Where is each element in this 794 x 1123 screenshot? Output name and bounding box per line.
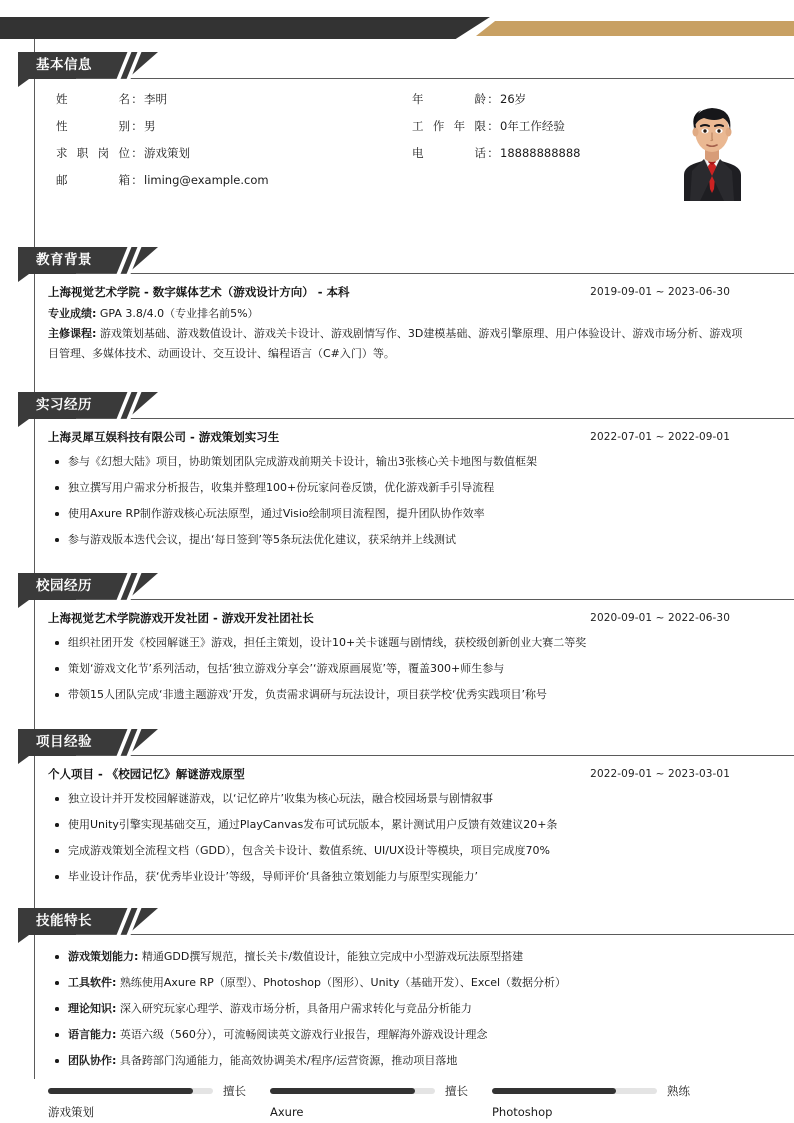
skill-bar-level: 熟练 xyxy=(667,1084,690,1098)
field-colon: ： xyxy=(487,119,499,133)
section-internship xyxy=(0,392,794,546)
skill-text: 具备跨部门沟通能力，能高效协调美术/程序/运营资源，推动项目落地 xyxy=(116,1054,458,1067)
list-item: 组织社团开发《校园解谜王》游戏，担任主策划，设计10+关卡谜题与剧情线，获校级创新创业大赛二等奖 xyxy=(48,630,748,656)
field-label: 姓名 xyxy=(56,92,130,106)
top-decorative-banner xyxy=(0,17,794,39)
field-name xyxy=(56,90,167,108)
campus-bullet-list xyxy=(48,630,748,708)
avatar xyxy=(670,97,755,201)
skill-bar-fill xyxy=(48,1088,193,1094)
skill-bar-name: Photoshop xyxy=(492,1105,553,1119)
section-title: 基本信息 xyxy=(36,57,92,73)
basic-info-body xyxy=(48,84,748,194)
campus-date: 2020-09-01 ~ 2022-06-30 xyxy=(590,612,730,624)
field-value: 0年工作经验 xyxy=(500,119,565,133)
section-header-skills xyxy=(18,908,158,938)
campus-org-line: 上海视觉艺术学院游戏开发社团 - 游戏开发社团社长 xyxy=(48,611,314,625)
skill-text: 精通GDD撰写规范，擅长关卡/数值设计，能独立完成中小型游戏玩法原型搭建 xyxy=(138,950,524,963)
list-item: 带领15人团队完成‘非遗主题游戏’开发，负责需求调研与玩法设计，项目获学校‘优秀实践项目’称号 xyxy=(48,682,748,708)
list-item: 独立设计并开发校园解谜游戏，以‘记忆碎片’收集为核心玩法，融合校园场景与剧情叙事 xyxy=(48,786,748,812)
skill-text: 英语六级（560分），可流畅阅读英文游戏行业报告，理解海外游戏设计理念 xyxy=(116,1028,488,1041)
field-colon: ： xyxy=(131,119,143,133)
field-label: 电话 xyxy=(412,146,486,160)
education-gpa-label: 专业成绩: xyxy=(48,307,97,320)
section-tab-tail xyxy=(18,600,29,608)
skill-bar-fill xyxy=(492,1088,616,1094)
section-header-education xyxy=(18,247,158,277)
education-courses-text: 游戏策划基础、游戏数值设计、游戏关卡设计、游戏剧情写作、3D建模基础、游戏引擎原理、用户体验设计、游戏市场分析、游戏项目管理、多媒体技术、动画设计、交互设计、编程语言（C#入门）等。 xyxy=(48,327,743,360)
skill-label: 团队协作: xyxy=(68,1054,117,1067)
skills-bullet-list xyxy=(48,944,748,1074)
section-title: 实习经历 xyxy=(36,397,92,413)
skill-label: 工具软件: xyxy=(68,976,117,989)
section-title: 教育背景 xyxy=(36,252,92,268)
basic-info-grid xyxy=(48,84,748,194)
list-item xyxy=(48,970,748,996)
education-date: 2019-09-01 ~ 2023-06-30 xyxy=(590,286,730,298)
field-colon: ： xyxy=(487,92,499,106)
field-colon: ： xyxy=(131,173,143,187)
field-value: 李明 xyxy=(144,92,167,106)
list-item: 独立撰写用户需求分析报告，收集并整理100+份玩家问卷反馈，优化游戏新手引导流程 xyxy=(48,475,748,501)
field-label: 求职岗位 xyxy=(56,146,130,160)
education-school-line: 上海视觉艺术学院 - 数字媒体艺术（游戏设计方向） - 本科 xyxy=(48,285,350,299)
section-underline xyxy=(76,78,794,79)
banner-dark-shape xyxy=(0,17,490,39)
list-item xyxy=(48,996,748,1022)
field-label: 性别 xyxy=(56,119,130,133)
skill-bar-fill xyxy=(270,1088,415,1094)
section-projects xyxy=(0,729,794,883)
section-skills xyxy=(0,908,794,1067)
project-date: 2022-09-01 ~ 2023-03-01 xyxy=(590,768,730,780)
list-item xyxy=(48,1022,748,1048)
field-value: 26岁 xyxy=(500,92,527,106)
skill-bar-level: 擅长 xyxy=(223,1084,246,1098)
list-item: 毕业设计作品，获‘优秀毕业设计’等级，导师评价‘具备独立策划能力与原型实现能力’ xyxy=(48,864,748,890)
internship-bullet-list xyxy=(48,449,748,553)
field-colon: ： xyxy=(487,146,499,160)
field-colon: ： xyxy=(131,146,143,160)
section-header-projects xyxy=(18,729,158,759)
section-title: 技能特长 xyxy=(36,913,92,929)
skill-label: 理论知识: xyxy=(68,1002,117,1015)
section-underline xyxy=(76,418,794,419)
list-item xyxy=(48,944,748,970)
education-courses-label: 主修课程: xyxy=(48,327,97,340)
skill-text: 熟练使用Axure RP（原型）、Photoshop（图形）、Unity（基础开发）、Excel（数据分析） xyxy=(116,976,567,989)
section-header-basic-info xyxy=(18,52,158,82)
skill-bars xyxy=(48,1082,748,1122)
skill-bar-track xyxy=(492,1088,657,1094)
list-item: 策划‘游戏文化节’系列活动，包括‘独立游戏分享会’‘游戏原画展览’等，覆盖300+师生参与 xyxy=(48,656,748,682)
section-basic-info xyxy=(0,52,794,187)
field-age xyxy=(412,90,526,108)
field-value: 18888888888 xyxy=(500,146,581,160)
skill-label: 语言能力: xyxy=(68,1028,117,1041)
field-value: liming@example.com xyxy=(144,173,269,187)
field-value: 游戏策划 xyxy=(144,146,190,160)
section-tab-tail xyxy=(18,79,29,87)
projects-bullet-list xyxy=(48,786,748,890)
project-title-line: 个人项目 - 《校园记忆》解谜游戏原型 xyxy=(48,767,245,781)
internship-date: 2022-07-01 ~ 2022-09-01 xyxy=(590,431,730,443)
section-underline xyxy=(76,599,794,600)
education-body xyxy=(48,283,748,364)
campus-body xyxy=(48,609,748,708)
list-item: 参与《幻想大陆》项目，协助策划团队完成游戏前期关卡设计，输出3张核心关卡地图与数值框架 xyxy=(48,449,748,475)
field-value: 男 xyxy=(144,119,156,133)
education-entry-heading xyxy=(48,283,748,301)
field-colon: ： xyxy=(131,92,143,106)
internship-body xyxy=(48,428,748,553)
education-gpa-line xyxy=(48,304,748,324)
list-item xyxy=(48,1048,748,1074)
section-tab-tail xyxy=(18,756,29,764)
list-item: 使用Unity引擎实现基础交互，通过PlayCanvas发布可试玩版本，累计测试用户反馈有效建议20+条 xyxy=(48,812,748,838)
field-label: 工作年限 xyxy=(412,119,486,133)
section-tab-tail xyxy=(18,274,29,282)
section-underline xyxy=(76,273,794,274)
list-item: 使用Axure RP制作游戏核心玩法原型，通过Visio绘制项目流程图，提升团队协作效率 xyxy=(48,501,748,527)
list-item: 完成游戏策划全流程文档（GDD），包含关卡设计、数值系统、UI/UX设计等模块，项目完成度70% xyxy=(48,838,748,864)
skill-text: 深入研究玩家心理学、游戏市场分析，具备用户需求转化与竞品分析能力 xyxy=(116,1002,472,1015)
skill-bar-name: 游戏策划 xyxy=(48,1105,94,1119)
list-item: 参与游戏版本迭代会议，提出‘每日签到’等5条玩法优化建议，获采纳并上线测试 xyxy=(48,527,748,553)
section-education xyxy=(0,247,794,360)
field-label: 邮箱 xyxy=(56,173,130,187)
section-campus xyxy=(0,573,794,701)
field-phone xyxy=(412,144,580,162)
section-tab-tail xyxy=(18,419,29,427)
education-gpa-text: GPA 3.8/4.0（专业排名前5%） xyxy=(96,307,259,320)
project-entry-heading xyxy=(48,765,748,783)
field-email xyxy=(56,171,269,189)
internship-company-line: 上海灵犀互娱科技有限公司 - 游戏策划实习生 xyxy=(48,430,280,444)
section-underline xyxy=(76,934,794,935)
field-work-years xyxy=(412,117,565,135)
section-title: 校园经历 xyxy=(36,578,92,594)
section-header-campus xyxy=(18,573,158,603)
education-courses-line xyxy=(48,324,748,364)
skill-bar-track xyxy=(48,1088,213,1094)
skill-bar-level: 擅长 xyxy=(445,1084,468,1098)
section-header-internship xyxy=(18,392,158,422)
field-position xyxy=(56,144,190,162)
campus-entry-heading xyxy=(48,609,748,627)
internship-entry-heading xyxy=(48,428,748,446)
skill-bar-track xyxy=(270,1088,435,1094)
projects-body xyxy=(48,765,748,890)
banner-gold-shape xyxy=(476,21,794,36)
section-tab-tail xyxy=(18,935,29,943)
field-gender xyxy=(56,117,156,135)
skills-body xyxy=(48,942,748,1074)
skill-bar-name: Axure xyxy=(270,1105,304,1119)
skill-label: 游戏策划能力: xyxy=(68,950,139,963)
section-title: 项目经验 xyxy=(36,734,92,750)
field-label: 年龄 xyxy=(412,92,486,106)
section-underline xyxy=(76,755,794,756)
